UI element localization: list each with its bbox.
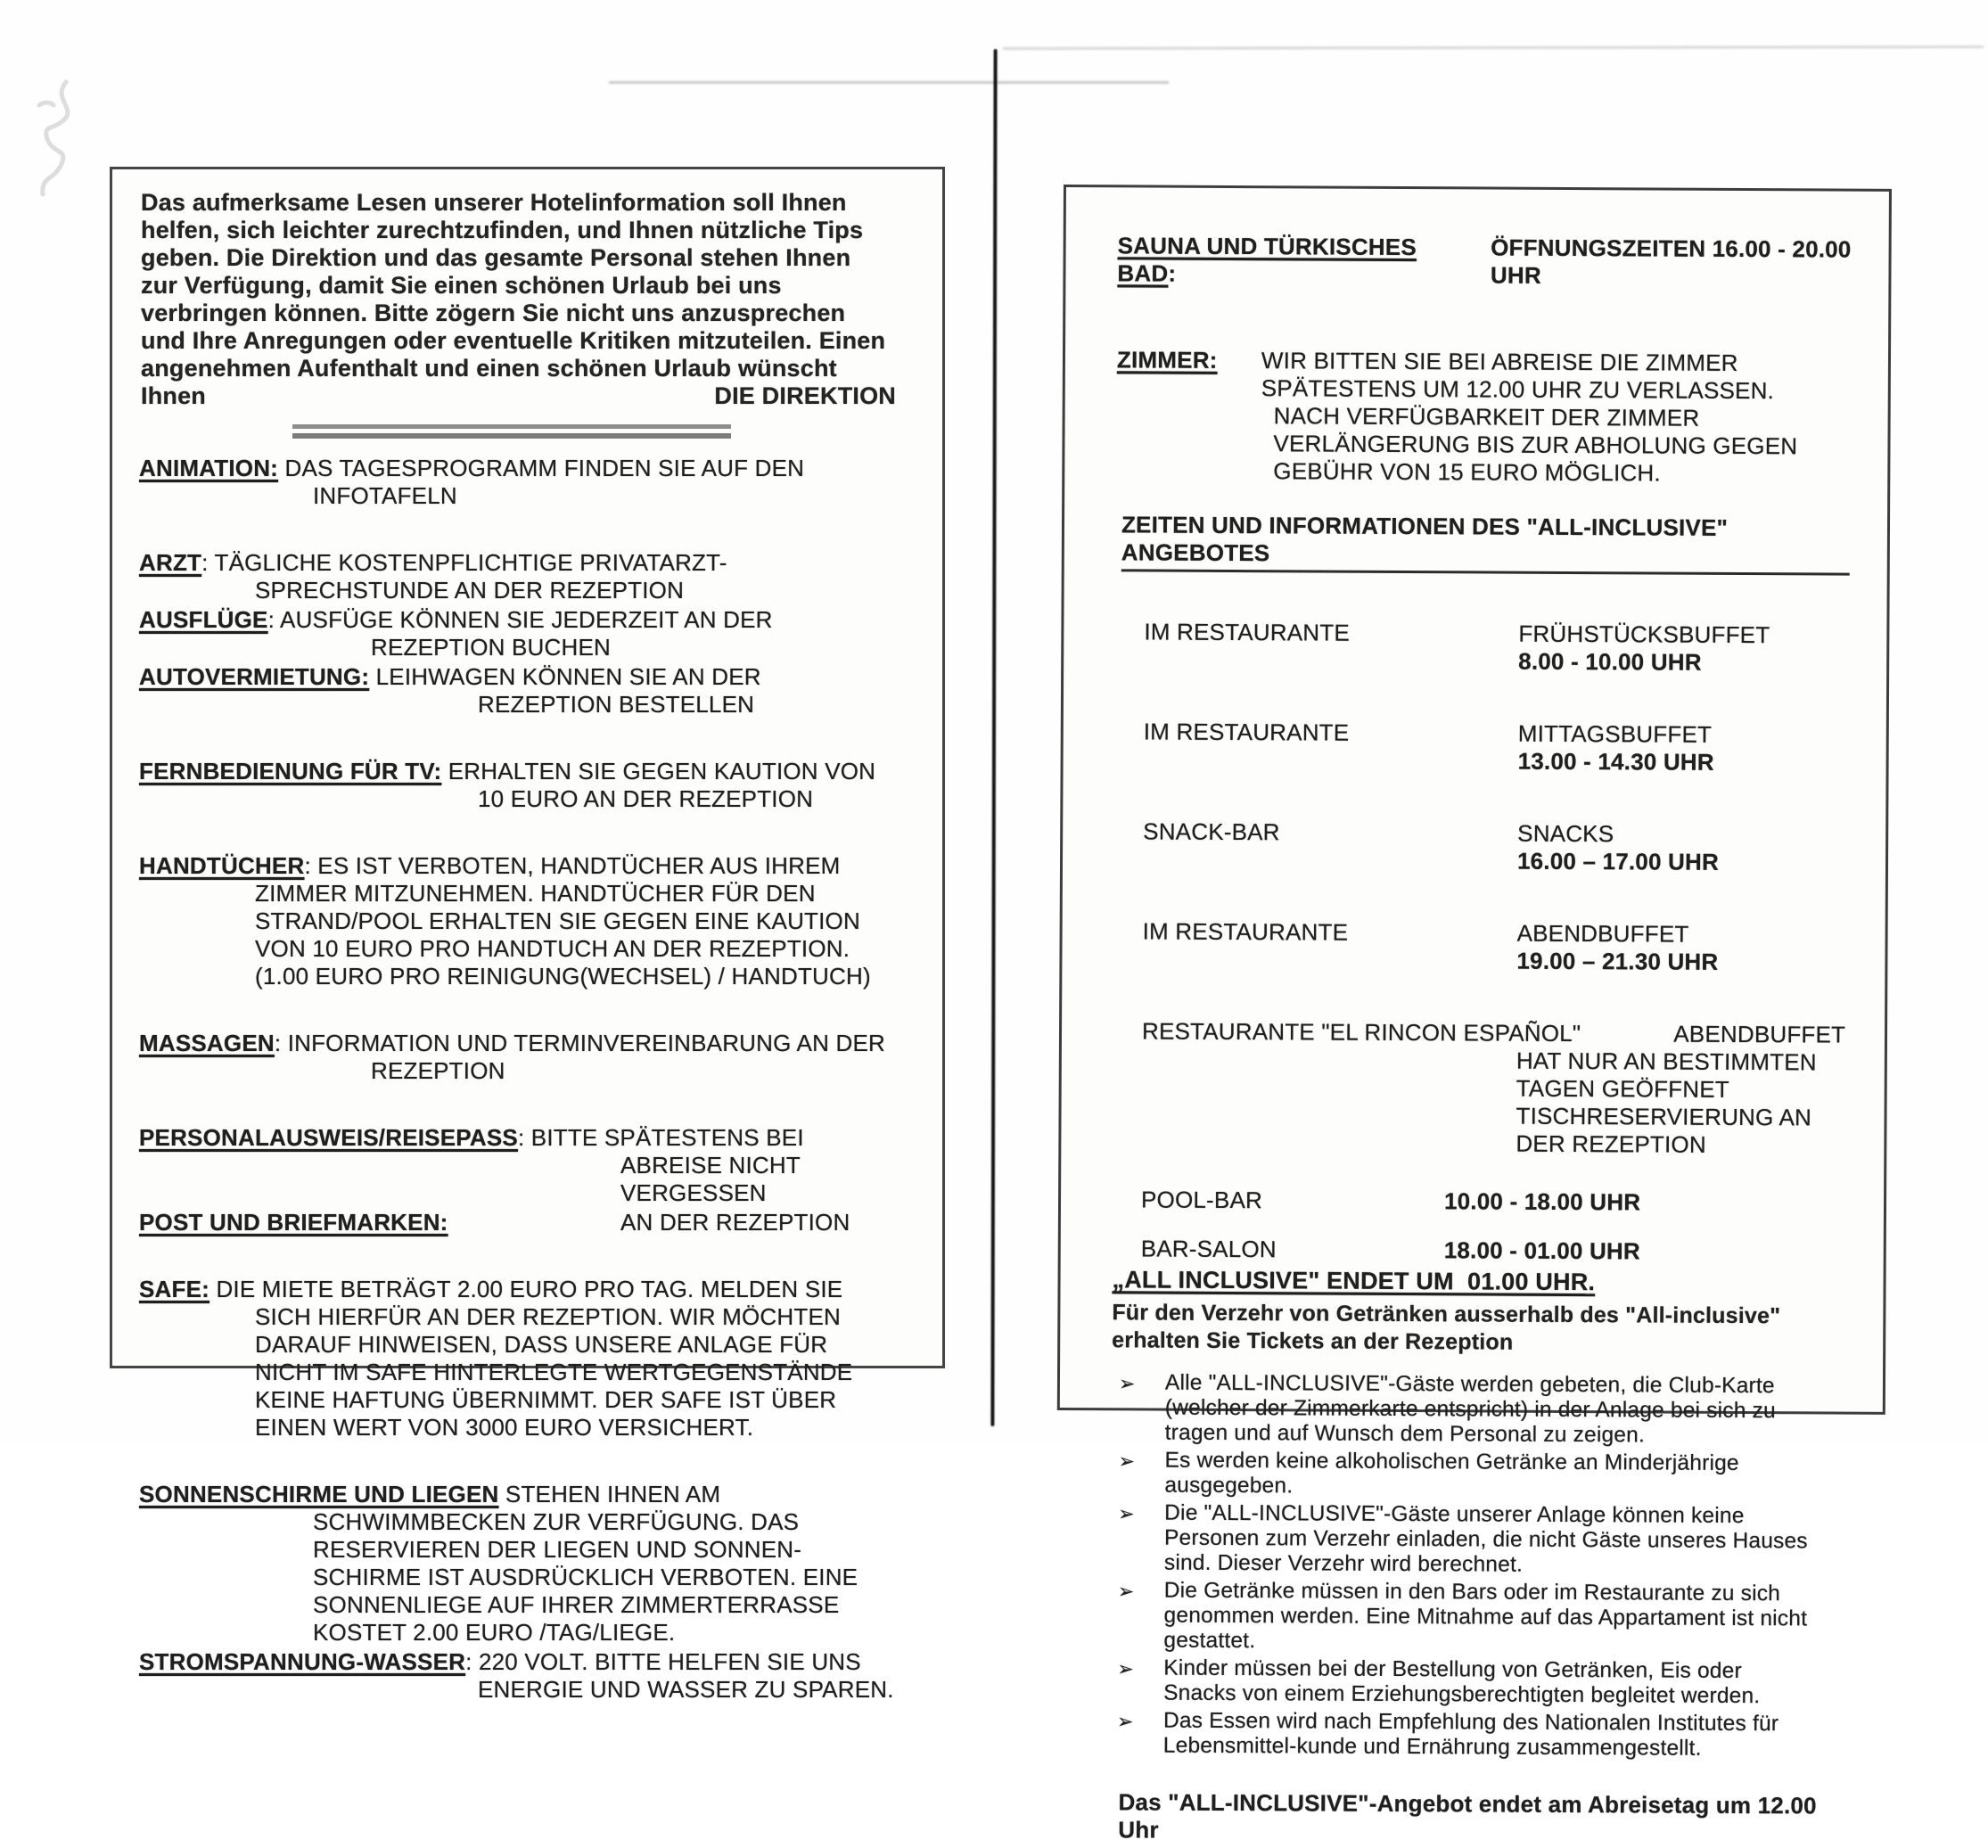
schedule-meal: MITTAGSBUFFET (1517, 719, 1713, 748)
section-heading: PERSONALAUSWEIS/REISEPASS (139, 1124, 518, 1151)
section-arzt (139, 549, 898, 604)
schedule-time: 13.00 - 14.30 UHR (1517, 747, 1714, 776)
schedule-time: 8.00 - 10.00 UHR (1518, 647, 1702, 676)
schedule-row (1144, 718, 1849, 776)
schedule-time: 19.00 – 21.30 UHR (1516, 947, 1719, 975)
tickets-note: Für den Verzehr von Getränken ausserhalb des "All-inclusive" erhalten Sie Tickets an der Rezeption (1112, 1300, 1781, 1355)
page-right (1057, 185, 1892, 1844)
section-heading: ARZT (139, 549, 202, 576)
arrow-bullet-icon: ➢ (1118, 1372, 1136, 1395)
bullet-item (1118, 1448, 1844, 1501)
sauna-hours: ÖFFNUNGSZEITEN 16.00 - 20.00 UHR (1490, 234, 1852, 289)
schedule-meal: SNACKS (1517, 819, 1614, 848)
zimmer-row (1116, 346, 1851, 488)
bullet-text: Die "ALL-INCLUSIVE"-Gäste unserer Anlage können keine Personen zum Verzehr einladen, die nicht Gäste unseres Hauses sind. Dieser Verzehr wird berechnet. (1163, 1500, 1808, 1577)
arrow-bullet-icon: ➢ (1117, 1657, 1134, 1680)
zimmer-line: NACH VERFÜGBARKEIT DER ZIMMER VERLÄNGERUNG BIS ZUR ABHOLUNG GEGEN GEBÜHR VON 15 EURO MÖGLICH. (1273, 402, 1798, 487)
arrow-bullet-icon: ➢ (1118, 1450, 1136, 1473)
schedule-meal: ABENDBUFFET (1673, 1020, 1846, 1048)
all-inclusive-title: ZEITEN UND INFORMATIONEN DES "ALL-INCLUSIVE" ANGEBOTES (1121, 511, 1850, 575)
section-body: : BITTE SPÄTESTENS BEI ABREISE NICHT VERGESSEN (517, 1124, 804, 1206)
section-fernbedienung (139, 758, 898, 813)
schedule-time: 18.00 - 01.00 UHR (1443, 1236, 1641, 1265)
section-body: ERHALTEN SIE GEGEN KAUTION VON 10 EURO AN DER REZEPTION (448, 758, 876, 812)
section-heading: HANDTÜCHER (139, 852, 305, 879)
bullet-text: Es werden keine alkoholischen Getränke an Minderjährige ausgegeben. (1164, 1448, 1739, 1499)
schedule-meal: FRÜHSTÜCKSBUFFET (1518, 620, 1770, 649)
schedule-mealtime (1518, 620, 1770, 677)
section-body: AN DER REZEPTION (620, 1209, 850, 1236)
zimmer-line: WIR BITTEN SIE BEI ABREISE DIE ZIMMER SPÄTESTENS UM 12.00 UHR ZU VERLASSEN. (1261, 347, 1775, 405)
section-autovermietung (139, 663, 898, 719)
footer-note: Das "ALL-INCLUSIVE"-Angebot endet am Abreisetag um 12.00 Uhr (1118, 1788, 1817, 1844)
section-heading: AUSFLÜGE (139, 606, 268, 633)
section-stromspannung (139, 1648, 898, 1704)
schedule-venue: RESTAURANTE "EL RINCON ESPAÑOL" (1141, 1017, 1581, 1047)
section-body: : TÄGLICHE KOSTENPFLICHTIGE PRIVATARZT-SPRECHSTUNDE AN DER REZEPTION (201, 549, 727, 604)
page-fold-line (990, 49, 997, 1426)
section-heading: ANIMATION: (139, 455, 279, 481)
scan-top-edge-shadow-left (609, 81, 1169, 84)
section-body: DIE MIETE BETRÄGT 2.00 EURO PRO TAG. MELDEN SIE SICH HIERFÜR AN DER REZEPTION. WIR MÖCHTEN DARAUF HINWEISEN, DASS UNSERE ANLAGE FÜR NICHT IM SAFE HINTERLEGTE WERTGEGENSTÄNDE KEINE HAFTUNG ÜBERNIMMT. DER SAFE IST ÜBER EINEN WERT VON 3000 EURO VERSICHERT. (216, 1276, 853, 1441)
bullet-item (1119, 1370, 1845, 1449)
schedule-mealtime (1517, 820, 1719, 876)
section-divider (292, 424, 731, 439)
scan-top-edge-shadow-right (1003, 45, 1984, 50)
all-inclusive-schedule (1141, 618, 1850, 1266)
all-inclusive-ends-line (1112, 1266, 1845, 1297)
bullet-item (1117, 1708, 1844, 1762)
all-inclusive-rules-list (1110, 1370, 1845, 1762)
section-body: : 220 VOLT. BITTE HELFEN SIE UNS ENERGIE UND WASSER ZU SPAREN. (465, 1648, 894, 1703)
zimmer-heading: ZIMMER: (1116, 346, 1218, 374)
section-post (139, 1209, 898, 1236)
schedule-row (1143, 817, 1848, 876)
section-body: : INFORMATION UND TERMINVEREINBARUNG AN DER REZEPTION (274, 1030, 885, 1084)
bullet-text: Alle "ALL-INCLUSIVE"-Gäste werden gebeten, die Club-Karte (welcher der Zimmerkarte entspricht) in der Anlage bei sich zu tragen und auf Wunsch dem Personal zu zeigen. (1164, 1370, 1776, 1448)
schedule-venue: POOL-BAR (1140, 1186, 1263, 1214)
schedule-venue: BAR-SALON (1140, 1235, 1277, 1263)
schedule-row (1141, 1186, 1846, 1217)
section-heading: AUTOVERMIETUNG: (139, 663, 370, 690)
section-animation (139, 455, 898, 510)
section-safe (139, 1276, 898, 1441)
bullet-item (1118, 1500, 1844, 1579)
schedule-mealtime (1518, 720, 1715, 776)
schedule-notes (1516, 1047, 1847, 1160)
schedule-mealtime (1516, 920, 1718, 976)
schedule-venue: IM RESTAURANTE (1142, 917, 1349, 946)
sauna-heading-text: SAUNA UND TÜRKISCHES BAD (1117, 232, 1417, 287)
schedule-row (1144, 618, 1849, 677)
all-inclusive-ends-text: „ALL INCLUSIVE" ENDET UM 01.00 UHR. (1112, 1266, 1596, 1296)
section-heading: MASSAGEN (139, 1030, 275, 1056)
section-personalausweis (139, 1124, 898, 1207)
page-left (110, 167, 945, 1703)
section-body: LEIHWAGEN KÖNNEN SIE AN DER REZEPTION BESTELLEN (375, 663, 761, 718)
intro-paragraph (141, 189, 898, 410)
section-heading: SONNENSCHIRME UND LIEGEN (139, 1481, 499, 1507)
bullet-text: Das Essen wird nach Empfehlung des Nationalen Institutes für Lebensmittel-kunde und Ernährung zusammengestellt. (1162, 1708, 1779, 1761)
schedule-row (1141, 1235, 1846, 1266)
bullet-item (1117, 1578, 1844, 1656)
schedule-row-line (1142, 1017, 1847, 1048)
schedule-meal: ABENDBUFFET (1516, 919, 1689, 948)
sauna-colon: : (1168, 259, 1177, 287)
section-heading: FERNBEDIENUNG FÜR TV: (139, 758, 442, 784)
schedule-time: 16.00 – 17.00 UHR (1516, 847, 1720, 875)
schedule-row-restaurante (1141, 1017, 1847, 1159)
schedule-venue: IM RESTAURANTE (1143, 718, 1350, 746)
section-body: STEHEN IHNEN AM SCHWIMMBECKEN ZUR VERFÜGUNG. DAS RESERVIEREN DER LIEGEN UND SONNEN-SCHIRME IST AUSDRÜCKLICH VERBOTEN. EINE SONNENLIEGE AUF IHRER ZIMMERTERRASSE KOSTET 2.00 EURO /TAG/LIEGE. (313, 1481, 858, 1646)
section-handtuecher (139, 852, 898, 990)
schedule-venue: SNACK-BAR (1143, 817, 1280, 846)
arrow-bullet-icon: ➢ (1118, 1502, 1135, 1525)
section-massagen (139, 1030, 898, 1085)
schedule-venue: IM RESTAURANTE (1144, 618, 1351, 646)
section-body: : AUSFÜGE KÖNNEN SIE JEDERZEIT AN DER REZEPTION BUCHEN (267, 606, 773, 661)
sauna-row (1117, 232, 1851, 291)
section-sonnenschirme (139, 1481, 898, 1647)
arrow-bullet-icon: ➢ (1116, 1710, 1134, 1733)
section-body: DAS TAGESPROGRAMM FINDEN SIE AUF DEN INFOTAFELN (284, 455, 805, 509)
sauna-heading (1117, 232, 1432, 289)
section-heading: STROMSPANNUNG-WASSER (139, 1648, 466, 1675)
pencil-mark (14, 70, 100, 248)
zimmer-body (1261, 347, 1851, 488)
bullet-text: Kinder müssen bei der Bestellung von Getränken, Eis oder Snacks von einem Erziehungsberechtigten begleitet werden. (1163, 1655, 1761, 1709)
arrow-bullet-icon: ➢ (1117, 1580, 1135, 1603)
schedule-row (1142, 917, 1847, 976)
bullet-text: Die Getränke müssen in den Bars oder im Restaurante zu sich genommen werden. Eine Mitnahme auf das Appartament ist nicht gestattet. (1163, 1578, 1808, 1654)
section-body: : ES IST VERBOTEN, HANDTÜCHER AUS IHREM ZIMMER MITZUNEHMEN. HANDTÜCHER FÜR DEN STRAND/POOL ERHALTEN SIE GEGEN EINE KAUTION VON 10 EURO PRO HANDTUCH AN DER REZEPTION.(1.00 EURO PRO REINIGUNG(WECHSEL) / HANDTUCH) (255, 852, 871, 990)
schedule-note: HAT NUR AN BESTIMMTEN TAGEN GEÖFFNET (1516, 1047, 1817, 1103)
section-heading: SAFE: (139, 1276, 209, 1302)
schedule-note: TISCHRESERVIERUNG AN DER REZEPTION (1516, 1102, 1812, 1158)
section-ausfluege (139, 606, 898, 661)
section-heading: POST UND BRIEFMARKEN: (139, 1209, 448, 1236)
direktion-signature: DIE DIREKTION (714, 382, 896, 409)
bullet-item (1117, 1655, 1844, 1709)
schedule-time: 10.00 - 18.00 UHR (1443, 1187, 1641, 1216)
intro-text: Das aufmerksame Lesen unserer Hotelinformation soll Ihnen helfen, sich leichter zurechtzufinden, und Ihnen nützliche Tips geben. Die Direktion und das gesamte Personal stehen Ihnen zur Verfügung, damit Sie einen schönen Urlaub bei uns verbringen können. Bitte zögern Sie nicht uns anzusprechen und Ihre Anregungen oder eventuelle Kritiken mitzuteilen. Einen angenehmen Aufenthalt und einen schönen Urlaub wünscht Ihnen (141, 189, 886, 409)
